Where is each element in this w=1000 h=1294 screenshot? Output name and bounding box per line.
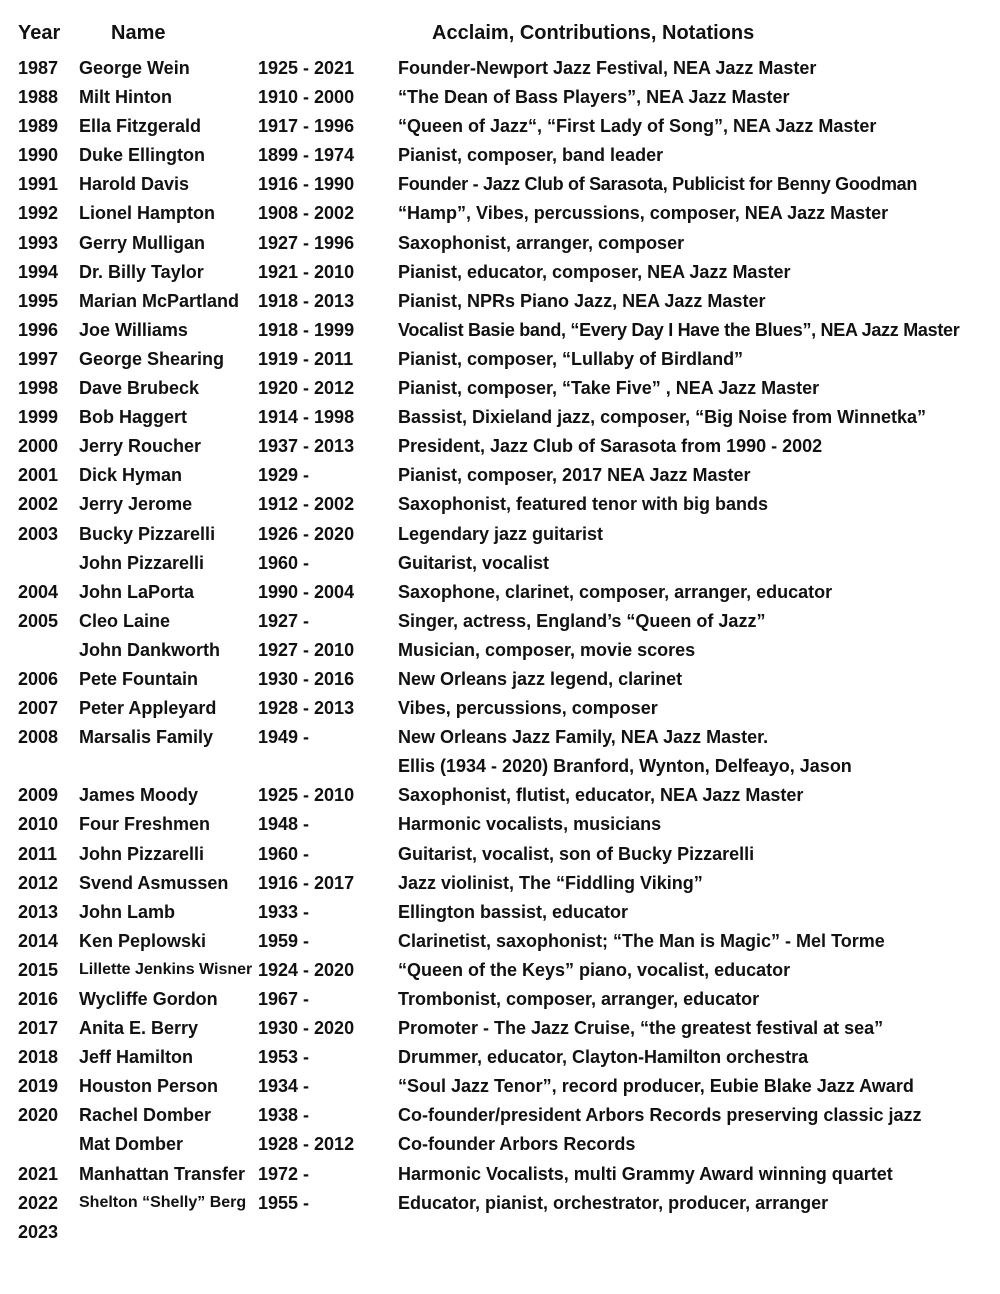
dates-cell: 1925 - 2021 — [258, 58, 355, 78]
year-cell: 1999 — [18, 407, 59, 428]
dates-cell: 1914 - 1998 — [258, 407, 355, 428]
table-row — [0, 492, 1000, 521]
table-row — [0, 1162, 1000, 1191]
name-cell: Pete Fountain — [79, 668, 199, 689]
table-row — [0, 1191, 1000, 1220]
name-cell: Shelton “Shelly” Berg — [79, 1193, 247, 1211]
dates-cell: 1918 - 1999 — [258, 319, 355, 340]
dates-cell: 1960 - — [258, 843, 310, 864]
table-row — [0, 405, 1000, 434]
year-cell: 2009 — [18, 785, 59, 806]
year-cell: 2011 — [18, 843, 58, 864]
name-cell: Jerry Jerome — [79, 494, 193, 515]
name-cell: Marsalis Family — [79, 727, 214, 748]
dates-cell: 1908 - 2002 — [258, 203, 355, 224]
table-row — [0, 580, 1000, 609]
note-cell: Musician, composer, movie scores — [398, 639, 696, 660]
note-cell: New Orleans jazz legend, clarinet — [398, 668, 683, 689]
dates-cell: 1990 - 2004 — [258, 581, 355, 602]
name-cell: Duke Ellington — [79, 145, 205, 166]
year-cell: 1997 — [18, 348, 59, 369]
table-row — [0, 260, 1000, 289]
note-cell: Founder-Newport Jazz Festival, NEA Jazz Master — [398, 58, 817, 78]
table-row — [0, 376, 1000, 405]
dates-cell: 1949 - — [258, 727, 310, 748]
note-cell: “Queen of the Keys” piano, vocalist, educator — [398, 959, 791, 980]
table-row — [0, 434, 1000, 463]
dates-cell: 1953 - — [258, 1047, 310, 1068]
table-row — [0, 85, 1000, 114]
name-cell: Dr. Billy Taylor — [79, 261, 204, 282]
name-cell: Gerry Mulligan — [79, 232, 206, 253]
note-cell: New Orleans Jazz Family, NEA Jazz Master. — [398, 727, 769, 748]
table-row — [0, 551, 1000, 580]
dates-cell: 1959 - — [258, 930, 310, 951]
year-cell: 2020 — [18, 1105, 59, 1126]
dates-cell: 1937 - 2013 — [258, 436, 355, 457]
dates-cell: 1938 - — [258, 1105, 310, 1126]
note-cell: Saxophonist, arranger, composer — [398, 232, 685, 253]
table-row — [0, 842, 1000, 871]
year-cell: 2021 — [18, 1163, 59, 1184]
dates-cell: 1933 - — [258, 901, 310, 922]
note-cell: Ellington bassist, educator — [398, 901, 629, 922]
table-row — [0, 987, 1000, 1016]
table-row — [0, 289, 1000, 318]
note-cell: Bassist, Dixieland jazz, composer, “Big Noise from Winnetka” — [398, 407, 926, 428]
name-cell: Peter Appleyard — [79, 698, 217, 719]
table-row — [0, 638, 1000, 667]
year-cell: 1987 — [18, 58, 59, 78]
year-cell: 2023 — [18, 1221, 59, 1242]
dates-cell: 1934 - — [258, 1076, 310, 1097]
dates-cell: 1972 - — [258, 1163, 310, 1184]
dates-cell: 1930 - 2020 — [258, 1018, 355, 1039]
dates-cell: 1924 - 2020 — [258, 959, 355, 980]
note-cell: Pianist, NPRs Piano Jazz, NEA Jazz Master — [398, 290, 766, 311]
year-cell: 1998 — [18, 378, 59, 399]
table-row — [0, 231, 1000, 260]
table-row — [0, 1132, 1000, 1161]
name-cell: Lillette Jenkins Wisner — [79, 960, 253, 978]
year-cell: 1991 — [18, 174, 59, 195]
dates-cell: 1929 - — [258, 465, 310, 486]
year-cell: 2019 — [18, 1076, 59, 1097]
header-year: Year — [18, 22, 61, 44]
year-cell: 2022 — [18, 1192, 59, 1213]
note-cell: President, Jazz Club of Sarasota from 1990 - 2002 — [398, 436, 823, 457]
note-cell: Pianist, composer, “Take Five” , NEA Jazz Master — [398, 378, 820, 399]
year-cell: 1988 — [18, 87, 59, 108]
name-cell: Anita E. Berry — [79, 1018, 199, 1039]
note-cell: Vibes, percussions, composer — [398, 698, 658, 719]
note-cell: “Soul Jazz Tenor”, record producer, Eubie Blake Jazz Award — [398, 1076, 914, 1097]
table-row — [0, 1016, 1000, 1045]
name-cell: Svend Asmussen — [79, 872, 229, 893]
table-row — [0, 929, 1000, 958]
header-acclaim: Acclaim, Contributions, Notations — [432, 22, 755, 44]
note-cell: Co-founder/president Arbors Records preserving classic jazz — [398, 1105, 922, 1126]
table-row — [0, 783, 1000, 812]
note-cell: Guitarist, vocalist, son of Bucky Pizzarelli — [398, 843, 755, 864]
year-cell: 2013 — [18, 901, 59, 922]
year-cell: 1993 — [18, 232, 59, 253]
dates-cell: 1925 - 2010 — [258, 785, 355, 806]
dates-cell: 1917 - 1996 — [258, 116, 355, 137]
name-cell: Dave Brubeck — [79, 378, 200, 399]
dates-cell: 1912 - 2002 — [258, 494, 355, 515]
table-row — [0, 201, 1000, 230]
table-row — [0, 958, 1000, 987]
year-cell: 2000 — [18, 436, 59, 457]
note-cell: Guitarist, vocalist — [398, 552, 550, 573]
year-cell: 1992 — [18, 203, 59, 224]
year-cell: 2016 — [18, 989, 59, 1009]
note-cell: Legendary jazz guitarist — [398, 523, 604, 544]
dates-cell: 1927 - 1996 — [258, 232, 355, 253]
name-cell: Manhattan Transfer — [79, 1163, 246, 1184]
table-row — [0, 522, 1000, 551]
year-cell: 1995 — [18, 290, 59, 311]
note-cell: Jazz violinist, The “Fiddling Viking” — [398, 872, 703, 893]
name-cell: John Lamb — [79, 901, 176, 922]
year-cell: 2006 — [18, 668, 59, 689]
year-cell: 1996 — [18, 319, 59, 340]
note-cell: Saxophonist, flutist, educator, NEA Jazz Master — [398, 785, 804, 806]
note-cell: “Hamp”, Vibes, percussions, composer, NEA Jazz Master — [398, 203, 889, 224]
note-cell: Founder - Jazz Club of Sarasota, Publicist for Benny Goodman — [398, 174, 918, 195]
note-cell: Pianist, composer, band leader — [398, 145, 664, 166]
dates-cell: 1927 - — [258, 610, 310, 631]
header-name: Name — [111, 22, 166, 44]
year-cell: 1994 — [18, 261, 59, 282]
table-row — [0, 114, 1000, 143]
year-cell: 2008 — [18, 727, 59, 748]
year-cell: 2007 — [18, 698, 59, 719]
table-row — [0, 871, 1000, 900]
note-cell: Singer, actress, England’s “Queen of Jazz” — [398, 610, 766, 631]
honoree-table — [0, 56, 1000, 1249]
table-row — [0, 1103, 1000, 1132]
name-cell: George Shearing — [79, 348, 225, 369]
year-cell: 2005 — [18, 610, 59, 631]
year-cell: 2015 — [18, 959, 59, 980]
dates-cell: 1928 - 2013 — [258, 698, 355, 719]
year-cell: 2014 — [18, 930, 59, 951]
name-cell: John LaPorta — [79, 581, 195, 602]
year-cell: 1989 — [18, 116, 59, 137]
name-cell: Ken Peplowski — [79, 930, 207, 951]
table-row — [0, 1220, 1000, 1249]
name-cell: John Dankworth — [79, 639, 221, 660]
year-cell: 1990 — [18, 145, 59, 166]
table-row — [0, 143, 1000, 172]
table-row — [0, 725, 1000, 754]
year-cell: 2001 — [18, 465, 59, 486]
table-row — [0, 318, 1000, 347]
name-cell: Mat Domber — [79, 1134, 184, 1155]
year-cell: 2012 — [18, 872, 59, 893]
note-cell: Promoter - The Jazz Cruise, “the greatest festival at sea” — [398, 1018, 884, 1039]
table-row — [0, 172, 1000, 201]
name-cell: George Wein — [79, 58, 190, 78]
name-cell: Dick Hyman — [79, 465, 183, 486]
table-row — [0, 754, 1000, 783]
dates-cell: 1910 - 2000 — [258, 87, 355, 108]
note-cell: Educator, pianist, orchestrator, producer, arranger — [398, 1192, 829, 1213]
name-cell: Rachel Domber — [79, 1105, 212, 1126]
name-cell: Houston Person — [79, 1076, 219, 1097]
note-cell: Ellis (1934 - 2020) Branford, Wynton, Delfeayo, Jason — [398, 756, 852, 777]
name-cell: Cleo Laine — [79, 610, 171, 631]
table-row — [0, 900, 1000, 929]
dates-cell: 1927 - 2010 — [258, 639, 355, 660]
table-row — [0, 667, 1000, 696]
name-cell: Jerry Roucher — [79, 436, 202, 457]
dates-cell: 1918 - 2013 — [258, 290, 355, 311]
dates-cell: 1967 - — [258, 989, 310, 1009]
year-cell: 2003 — [18, 523, 59, 544]
note-cell: Clarinetist, saxophonist; “The Man is Magic” - Mel Torme — [398, 930, 885, 951]
table-row — [0, 1074, 1000, 1103]
name-cell: Bob Haggert — [79, 407, 187, 428]
note-cell: Drummer, educator, Clayton-Hamilton orchestra — [398, 1047, 809, 1068]
note-cell: Harmonic Vocalists, multi Grammy Award winning quartet — [398, 1163, 893, 1184]
name-cell: Marian McPartland — [79, 290, 240, 311]
year-cell: 2017 — [18, 1018, 59, 1039]
name-cell: Milt Hinton — [79, 87, 172, 108]
dates-cell: 1955 - — [258, 1192, 310, 1213]
table-row — [0, 609, 1000, 638]
table-row — [0, 812, 1000, 841]
table-row — [0, 463, 1000, 492]
name-cell: John Pizzarelli — [79, 843, 205, 864]
note-cell: Trombonist, composer, arranger, educator — [398, 989, 760, 1009]
dates-cell: 1916 - 1990 — [258, 174, 355, 195]
note-cell: Saxophonist, featured tenor with big bands — [398, 494, 769, 515]
dates-cell: 1960 - — [258, 552, 310, 573]
table-row — [0, 696, 1000, 725]
name-cell: Jeff Hamilton — [79, 1047, 194, 1068]
dates-cell: 1916 - 2017 — [258, 872, 355, 893]
table-row — [0, 1045, 1000, 1074]
note-cell: Pianist, composer, 2017 NEA Jazz Master — [398, 465, 751, 486]
note-cell: “The Dean of Bass Players”, NEA Jazz Master — [398, 87, 790, 108]
note-cell: Vocalist Basie band, “Every Day I Have the Blues”, NEA Jazz Master — [398, 319, 960, 340]
dates-cell: 1899 - 1974 — [258, 145, 355, 166]
dates-cell: 1921 - 2010 — [258, 261, 355, 282]
year-cell: 2018 — [18, 1047, 59, 1068]
note-cell: Harmonic vocalists, musicians — [398, 814, 662, 835]
year-cell: 2002 — [18, 494, 59, 515]
table-row — [0, 56, 1000, 85]
name-cell: Ella Fitzgerald — [79, 116, 202, 137]
name-cell: Wycliffe Gordon — [79, 989, 218, 1009]
dates-cell: 1928 - 2012 — [258, 1134, 355, 1155]
dates-cell: 1926 - 2020 — [258, 523, 355, 544]
note-cell: “Queen of Jazz“, “First Lady of Song”, NEA Jazz Master — [398, 116, 877, 137]
dates-cell: 1919 - 2011 — [258, 348, 354, 369]
name-cell: James Moody — [79, 785, 199, 806]
name-cell: Harold Davis — [79, 174, 190, 195]
dates-cell: 1930 - 2016 — [258, 668, 355, 689]
name-cell: Bucky Pizzarelli — [79, 523, 216, 544]
dates-cell: 1948 - — [258, 814, 310, 835]
year-cell: 2010 — [18, 814, 59, 835]
year-cell: 2004 — [18, 581, 59, 602]
dates-cell: 1920 - 2012 — [258, 378, 355, 399]
note-cell: Co-founder Arbors Records — [398, 1134, 636, 1155]
note-cell: Saxophone, clarinet, composer, arranger, educator — [398, 581, 833, 602]
note-cell: Pianist, educator, composer, NEA Jazz Master — [398, 261, 791, 282]
name-cell: Four Freshmen — [79, 814, 211, 835]
name-cell: John Pizzarelli — [79, 552, 205, 573]
table-row — [0, 347, 1000, 376]
name-cell: Lionel Hampton — [79, 203, 215, 224]
note-cell: Pianist, composer, “Lullaby of Birdland” — [398, 348, 744, 369]
name-cell: Joe Williams — [79, 319, 188, 340]
